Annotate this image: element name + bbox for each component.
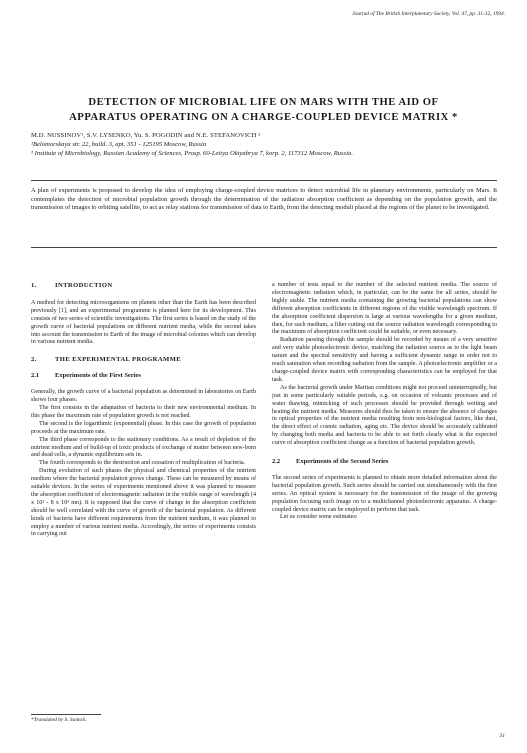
section-heading-programme <box>31 356 256 364</box>
section-title: INTRODUCTION <box>55 282 113 289</box>
paragraph: Generally, the growth curve of a bacterial population as determined in laboratories on Earth shows four phases. <box>31 389 256 404</box>
left-column <box>31 282 256 539</box>
subsection-number: 2.1 <box>31 372 40 380</box>
subsection-heading-first-series <box>31 372 256 380</box>
affiliation-2: ² Institute of Microbiology, Russian Academy of Sciences, Prosp. 60-Letiya Oktyabrya 7, korp. 2, 117312 Moscow, Russia. <box>31 149 353 157</box>
section-number: 1. <box>31 282 37 289</box>
page-number: 31 <box>499 733 505 739</box>
paragraph: The fourth corresponds to the destruction and cessation of multiplication of bacteria. <box>39 460 246 467</box>
right-column <box>272 282 497 522</box>
footnote-rule <box>31 714 101 715</box>
subsection-number: 2.2 <box>272 458 281 466</box>
abstract-bottom-rule <box>31 247 497 248</box>
section-heading-introduction <box>31 282 256 290</box>
footnote: *Translated by S. Santoli. <box>31 717 87 723</box>
subsection-title: Experiments of the Second Series <box>296 458 389 466</box>
affiliation-1: ¹Belomorskaya str. 22, build. 3, apt. 351 - 125195 Moscow, Russia <box>31 140 207 148</box>
abstract-top-rule <box>31 180 497 181</box>
paragraph: A method for detecting microorganisms on planets other than the Earth has been described previously [1], and an experimental programme is planned here for its development. This consists of two series of scientific investigations. The first series is based on the study of the growth curve of bacterial populations on different nutrient media, while the second takes into account the transmission to Earth of the image of microbial colonies which can develop in various nutrient media. <box>31 299 256 346</box>
paragraph: The third phase corresponds to the stationary conditions. As a result of depletion of the nutrient medium and of build-up of toxic products of exchange of matter between new-born and dead cells, a dynamic equilibrium sets in. <box>31 436 256 459</box>
paper-title <box>30 96 497 125</box>
paragraph: As the bacterial growth under Martian conditions might not proceed uninterruptedly, but just in some particularly suitable periods, e.g. on occasion of volcanic processes and of water thawing, mimicking of such processes should be provided through wetting and heating the nutrient media. Measures should thus be taken to ensure the absence of changes in optical properties of the nutrient media resulting from non-biological factors, like dust, the direct effect of cosmic radiation, aging etc. The device should be accurately calibrated by changing both media and bacteria to be able to set forth clearly what is the expected curve of absorption coefficient change as a function of bacterial population growth. <box>272 384 497 447</box>
subsection-title: Experiments of the First Series <box>55 372 141 380</box>
title-line-1: DETECTION OF MICROBIAL LIFE ON MARS WITH THE AID OF <box>88 97 439 108</box>
paragraph: a number of tests equal to the number of the selected nutrient media. The source of electromagnetic radiation which, in particular, can be the same for all series, should be highly stable. The nutrient media containing the growing bacterial populations can show different absorption coefficients in different regions of the visible wavelength spectrum. If the absorption coefficient dispersion is large at various wavelengths for a given medium, then, for such medium, a filter cutting out the source radiation wavelength corresponding to the maximum of absorption coefficient could be suitable, or even necessary. <box>272 282 497 336</box>
section-title: THE EXPERIMENTAL PROGRAMME <box>55 356 182 364</box>
abstract: A plan of experiments is proposed to develop the idea of employing charge-coupled device matrices to detect microbial life in planetary environments, particularly on Mars. It contemplates the detection of microbial population growth through the determination of the radiation absorption coefficient as depending on the population growth, and the transmission of images to orbiting satellite, to act as relay stations for transmission of data to Earth, from the detecting moduli placed at the regions of the planet to be investigated. <box>31 187 497 211</box>
paragraph: The second series of experiments is planned to obtain more detailed information about the bacterial population growth. Such series should be carried out simultaneously with the first series. An optical system is necessary for the transmission of the image of the growing population focusing such image on to a multichannel photoelectronic apparatus. A charge-coupled device matrix can be employed to perform that task. <box>272 474 497 513</box>
section-number: 2. <box>31 356 37 364</box>
author-names: M.D. NUSSINOV¹, S.V. LYSENKO, Yu. S. POGODIN and N.E. STEFANOVICH ² <box>31 132 261 139</box>
title-line-2: APPARATUS OPERATING ON A CHARGE-COUPLED DEVICE MATRIX * <box>69 111 458 123</box>
paragraph: During evolution of such phases the physical and chemical properties of the nutrient medium where the bacterial population grows change. These can be measured by means of suitable devices. In the series of experiments mentioned above it was planned to measure the absorption coefficient of electromagnetic radiation in the visible range of wavelength (4 x 10² - 8 x 10² nm). It is supposed that the curve of change in the absorption coefficient should be well correlated with the curve of growth of the bacterial population. As different kinds of bacteria have different requirements from the nutrient medium, it was planned to employ a number of various nutrient media. Accordingly, the series of experiments consists in carrying out <box>31 468 256 538</box>
author-block <box>31 132 497 158</box>
paragraph: The second is the logarithmic (exponential) phase. In this case the growth of population proceeds at the maximum rate. <box>31 420 256 435</box>
subsection-heading-second-series <box>272 458 497 466</box>
journal-header: Journal of The British Interplanetary Society, Vol. 47, pp. 31-32, 1994. <box>352 11 505 17</box>
paragraph: The first consists in the adaptation of bacteria to their new environmental medium. In this phase the maximum rate of population growth is not reached. <box>31 404 256 419</box>
paragraph: Let us consider some estimates: <box>280 514 358 521</box>
paragraph: Radiation passing through the sample should be recorded by means of a very sensitive and very stable photoelectronic device, matching the radiation source as to the light beam nature and the spectral sensitivity and having a sufficient dynamic range in order not to reach saturation when recording radiation from the sample. A photoelectronic amplifier or a charge-coupled device matrix with corresponding characteristics can be employed for that task. <box>272 337 497 383</box>
